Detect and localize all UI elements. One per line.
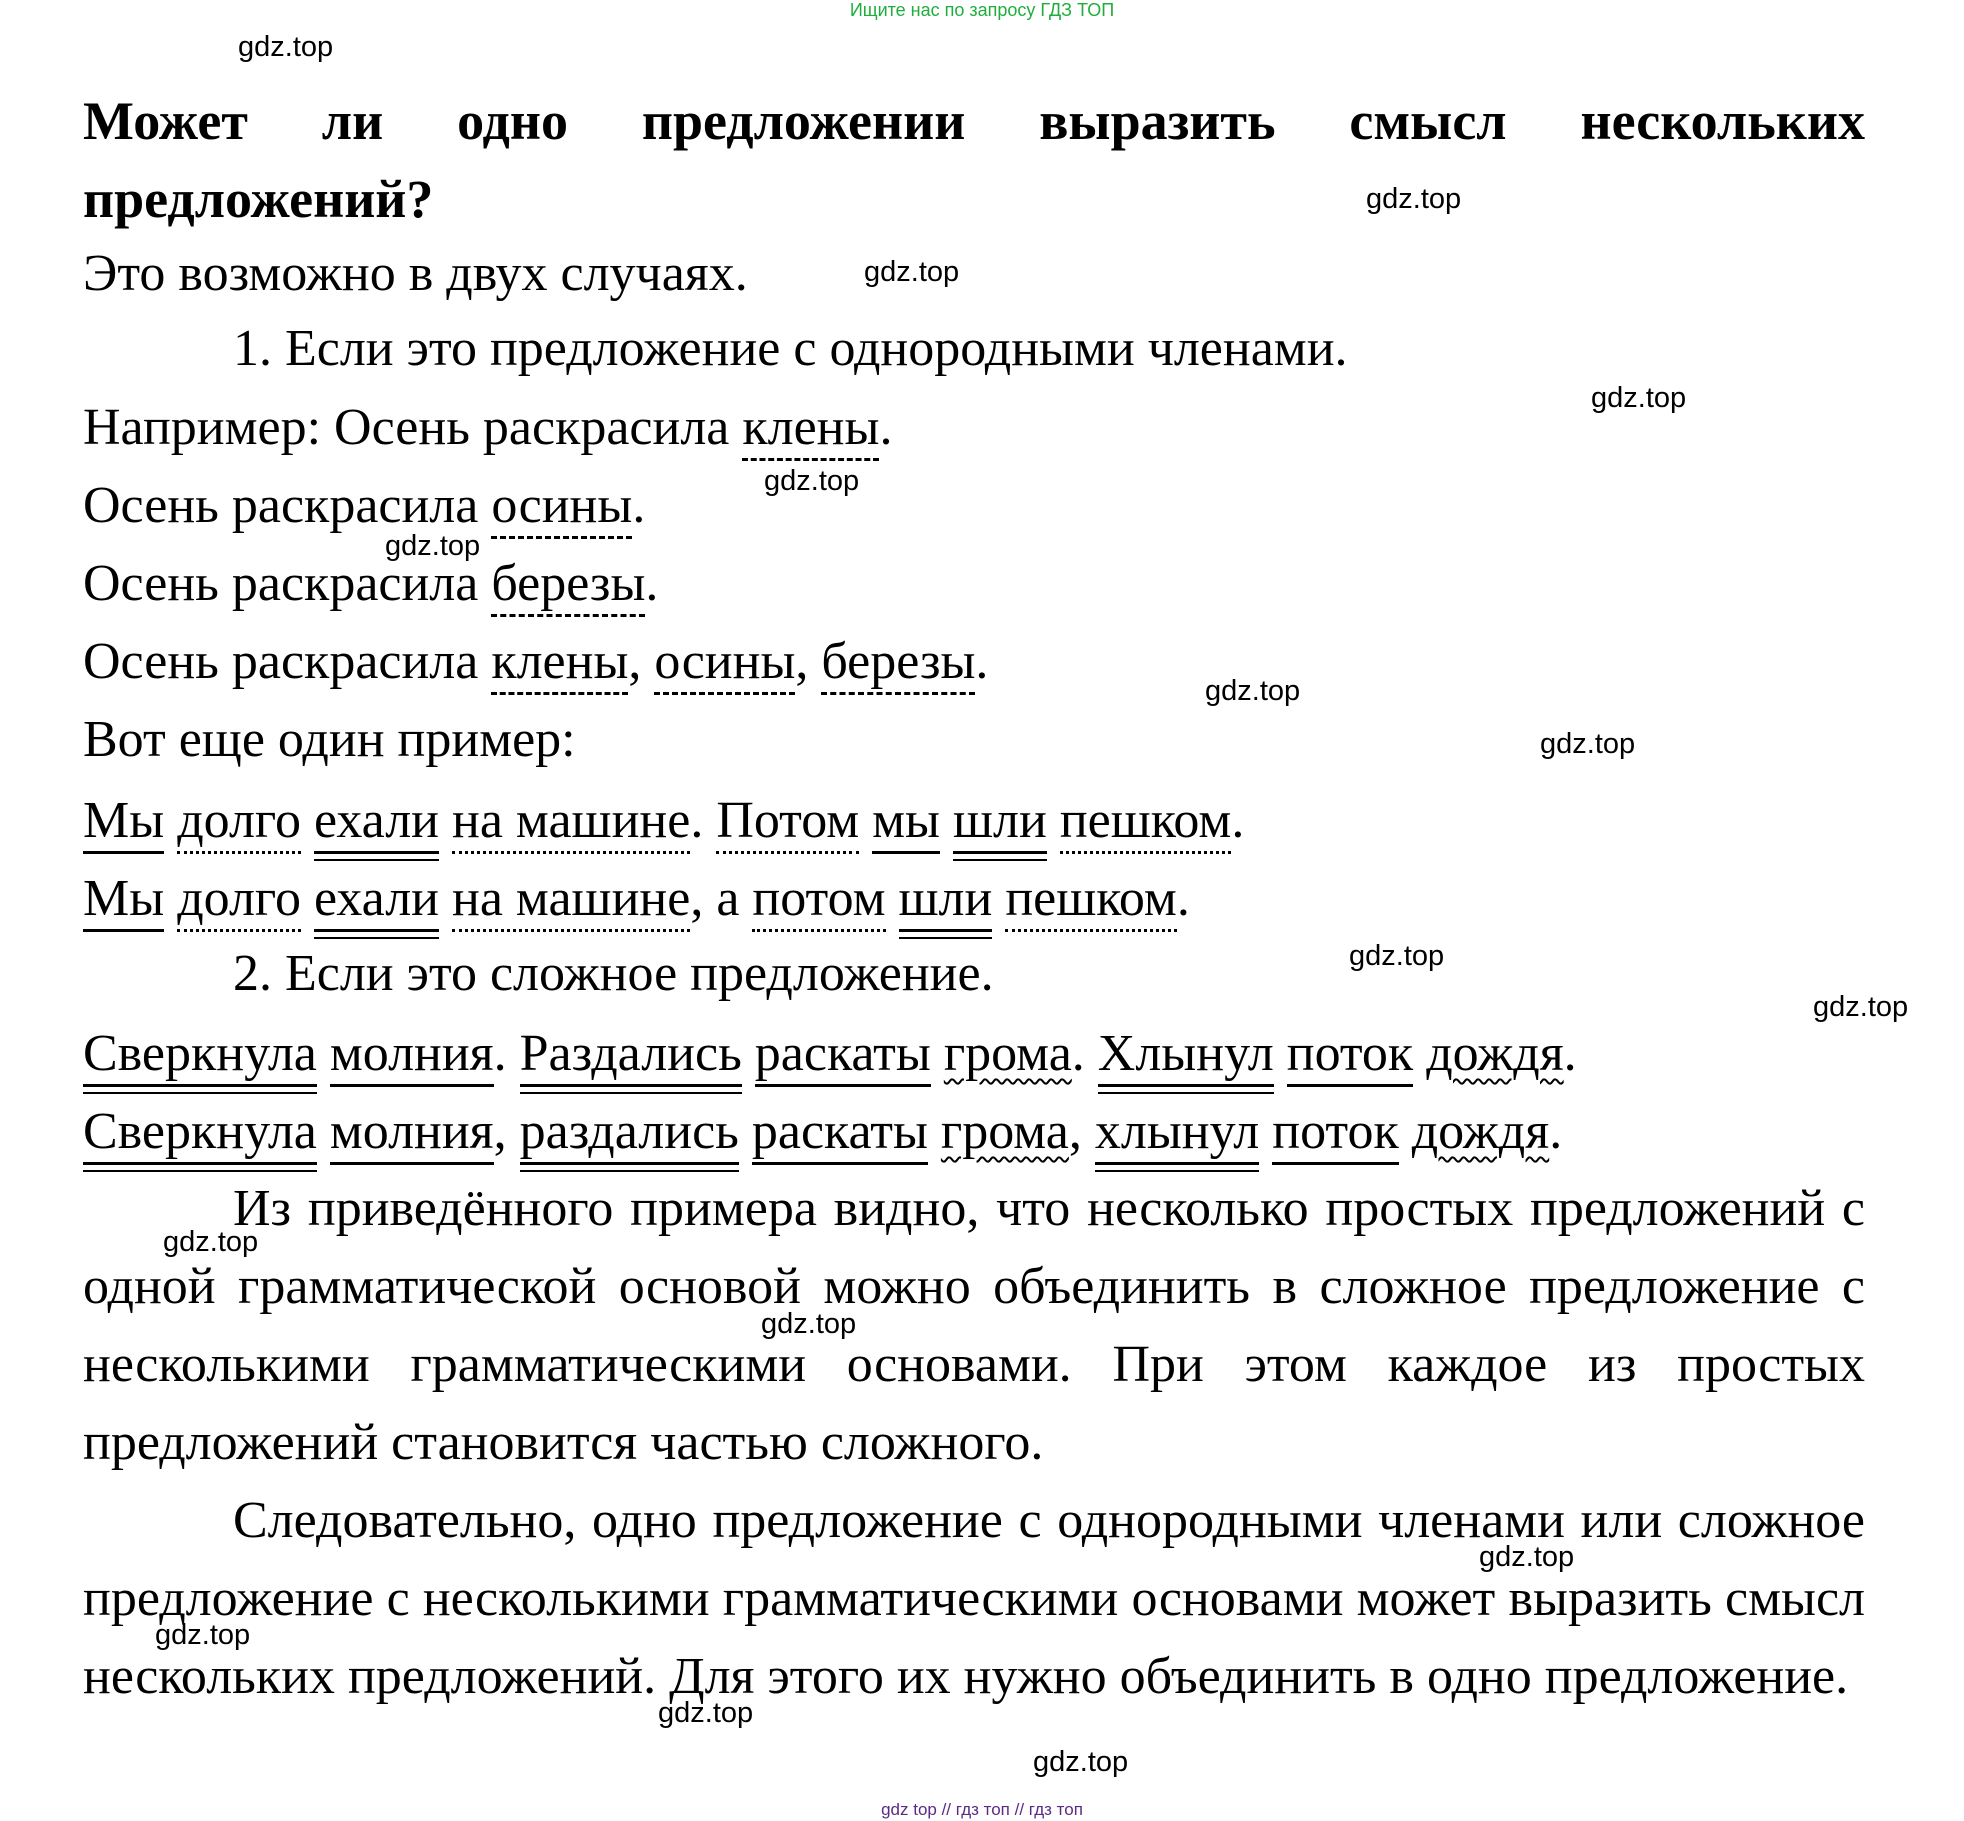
example-line-4 [83,633,989,690]
punct: . [1071,1025,1098,1082]
attribute-word: грома [940,1103,1069,1160]
example-line-2 [83,477,646,534]
object-word: березы [821,633,975,695]
punct: , [795,633,822,690]
adverbial-word: потом [752,870,885,932]
subject-word: молния [330,1103,494,1165]
example-line-5 [83,792,1245,849]
adverbial-word: долго [177,870,301,932]
subject-word: Мы [83,870,164,932]
watermark: gdz.top [864,256,960,288]
attribute-word: грома [943,1025,1072,1082]
watermark: gdz.top [1813,991,1909,1023]
predicate-word: раздались [520,1103,739,1165]
punct: . [1549,1103,1563,1160]
punct: , [1068,1103,1095,1160]
object-word: осины [491,477,632,539]
example-text: Осень раскрасила [83,555,492,612]
footer-links: gdz top // гдз топ // гдз топ [881,1800,1083,1819]
case-1-line: 1. Если это предложение с однородными членами. [233,320,1348,377]
subject-word: Мы [83,792,164,854]
watermark: gdz.top [1591,382,1687,414]
watermark: gdz.top [761,1308,857,1340]
predicate-word: Раздались [520,1025,742,1087]
object-word: клены [742,399,879,461]
punct: . [1231,792,1245,849]
watermark: gdz.top [1366,183,1462,215]
watermark: gdz.top [764,465,860,497]
punct: . [879,399,893,456]
watermark: gdz.top [1540,728,1636,760]
example-text: Осень раскрасила [83,477,492,534]
subject-word: поток [1272,1103,1398,1165]
watermark: gdz.top [658,1697,754,1729]
example-line-6 [83,870,1190,927]
subject-word: мы [872,792,940,854]
subject-word: поток [1287,1025,1413,1087]
question-heading: Может ли одно предложении выразить смысл нескольких предложений? [83,91,1865,229]
attribute-word: дождя [1426,1025,1564,1082]
conclusion-paragraph-1: Из приведённого примера видно, что несколько простых предложений с одной грамматической основой можно объединить в сложное предложение с несколькими грамматическими основами. При этом каждое из простых предложений становится частью сложного. [83,1180,1865,1471]
example-line-7 [83,1025,1577,1082]
object-word: осины [654,633,795,695]
punct: , [628,633,655,690]
watermark: gdz.top [163,1226,259,1258]
predicate-word: Сверкнула [83,1025,317,1087]
predicate-word: Сверкнула [83,1103,317,1165]
example-text: Осень раскрасила [83,633,492,690]
subject-word: раскаты [755,1025,931,1087]
conclusion-paragraph-2: Следовательно, одно предложение с однородными членами или сложное предложение с несколькими грамматическими основами может выразить смысл нескольких предложений. Для этого их нужно объединить в одно предложение. [83,1492,1865,1705]
object-word: березы [491,555,645,617]
punct: , [493,1103,520,1160]
adverbial-word: Потом [716,792,859,854]
example-line-8 [83,1103,1563,1160]
example-line-1 [83,399,893,456]
subject-word: молния [330,1025,494,1087]
adverbial-word: на машине [452,870,690,932]
watermark: gdz.top [155,1619,251,1651]
another-example-line: Вот еще один пример: [83,711,576,768]
watermark: gdz.top [1349,940,1445,972]
punct: . [690,792,717,849]
adverbial-word: на машине [452,792,690,854]
object-word: клены [491,633,628,695]
predicate-word: хлынул [1095,1103,1259,1165]
watermark: gdz.top [1205,675,1301,707]
predicate-word: шли [899,870,993,932]
punct: . [493,1025,520,1082]
case-2-line: 2. Если это сложное предложение. [233,945,994,1002]
intro-line: Это возможно в двух случаях. [83,245,748,302]
punct: . [975,633,989,690]
watermark: gdz.top [385,530,481,562]
watermark: gdz.top [1479,1541,1575,1573]
watermark: gdz.top [238,31,334,63]
watermark: gdz.top [1033,1746,1129,1778]
predicate-word: шли [953,792,1047,854]
example-text: Например: Осень раскрасила [83,399,743,456]
punct: . [632,477,646,534]
adverbial-word: долго [177,792,301,854]
punct: . [1176,870,1190,927]
predicate-word: ехали [314,792,439,854]
punct: , а [690,870,753,927]
top-banner: Ищите нас по запросу ГДЗ ТОП [849,0,1115,20]
subject-word: раскаты [752,1103,928,1165]
adverbial-word: пешком [1005,870,1177,932]
predicate-word: ехали [314,870,439,932]
adverbial-word: пешком [1060,792,1232,854]
punct: . [1563,1025,1577,1082]
example-line-3 [83,555,659,612]
attribute-word: дождя [1411,1103,1550,1160]
punct: . [645,555,659,612]
predicate-word: Хлынул [1098,1025,1274,1087]
